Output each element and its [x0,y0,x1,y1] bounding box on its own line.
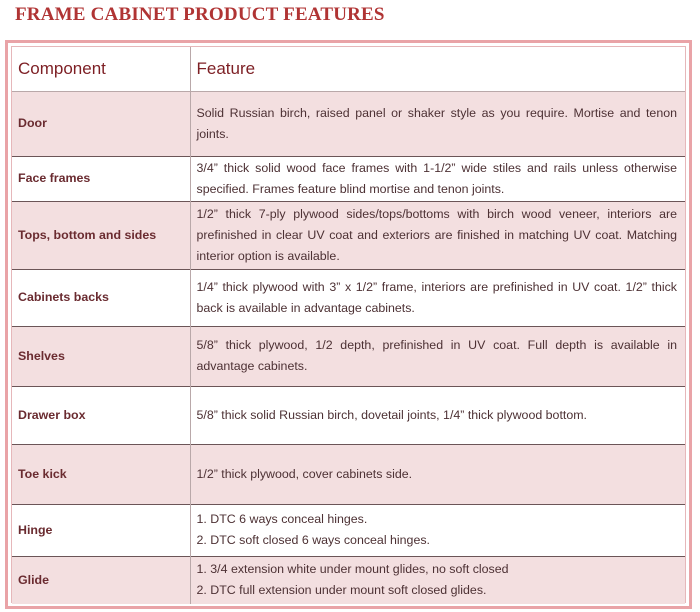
table-header-row [12,47,685,91]
table-row [12,326,685,386]
row-feature [190,326,685,386]
feature-line: 1/2” thick plywood, cover cabinets side. [196,466,413,481]
table-row [12,156,685,201]
feature-line: 3/4” thick solid wood face frames with 1-1/2” wide stiles and rails unless otherwise specified. Frames feature blind mortise and tenon joints. [196,160,677,196]
feature-line: 2. DTC full extension under mount soft closed glides. [196,583,487,598]
row-feature [190,386,685,444]
feature-line: 5/8” thick solid Russian birch, dovetail joints, 1/4” thick plywood bottom. [196,407,587,422]
row-feature [190,504,685,556]
table-row [12,201,685,269]
header-feature: Feature [190,47,685,91]
row-feature [190,91,685,156]
page-title: FRAME CABINET PRODUCT FEATURES [15,4,385,25]
table-row [12,91,685,156]
row-feature [190,444,685,504]
feature-line: 1/4” thick plywood with 3” x 1/2” frame, interiors are prefinished in UV coat. 1/2” thick back is available in advantage cabinets. [196,279,677,315]
table-row [12,269,685,326]
feature-line: Solid Russian birch, raised panel or shaker style as you require. Mortise and tenon joints. [196,105,677,141]
table-row [12,386,685,444]
row-component: Drawer box [12,386,190,444]
row-component: Hinge [12,504,190,556]
table-row [12,444,685,504]
features-table-inner [11,46,686,603]
row-component: Face frames [12,156,190,201]
feature-line: 1/2” thick 7-ply plywood sides/tops/bottoms with birch wood veneer, interiors are prefinished in clear UV coat and exteriors are finished in matching UV coat. Matching interior option is available. [196,206,677,263]
feature-line: 5/8” thick plywood, 1/2 depth, prefinished in UV coat. Full depth is available in advantage cabinets. [196,338,677,373]
row-component: Glide [12,556,190,604]
table-row [12,556,685,604]
features-table-frame [5,40,692,609]
row-feature [190,156,685,201]
row-component: Shelves [12,326,190,386]
row-feature [190,201,685,269]
row-feature [190,556,685,604]
feature-line: 2. DTC soft closed 6 ways conceal hinges. [196,533,430,547]
row-component: Cabinets backs [12,269,190,326]
table-body [12,91,685,604]
features-table [12,47,685,604]
row-component: Tops, bottom and sides [12,201,190,269]
table-row [12,504,685,556]
header-component: Component [12,47,190,91]
row-feature [190,269,685,326]
feature-line: 1. 3/4 extension white under mount glides, no soft closed [196,562,509,577]
row-component: Toe kick [12,444,190,504]
row-component: Door [12,91,190,156]
feature-line: 1. DTC 6 ways conceal hinges. [196,512,368,526]
